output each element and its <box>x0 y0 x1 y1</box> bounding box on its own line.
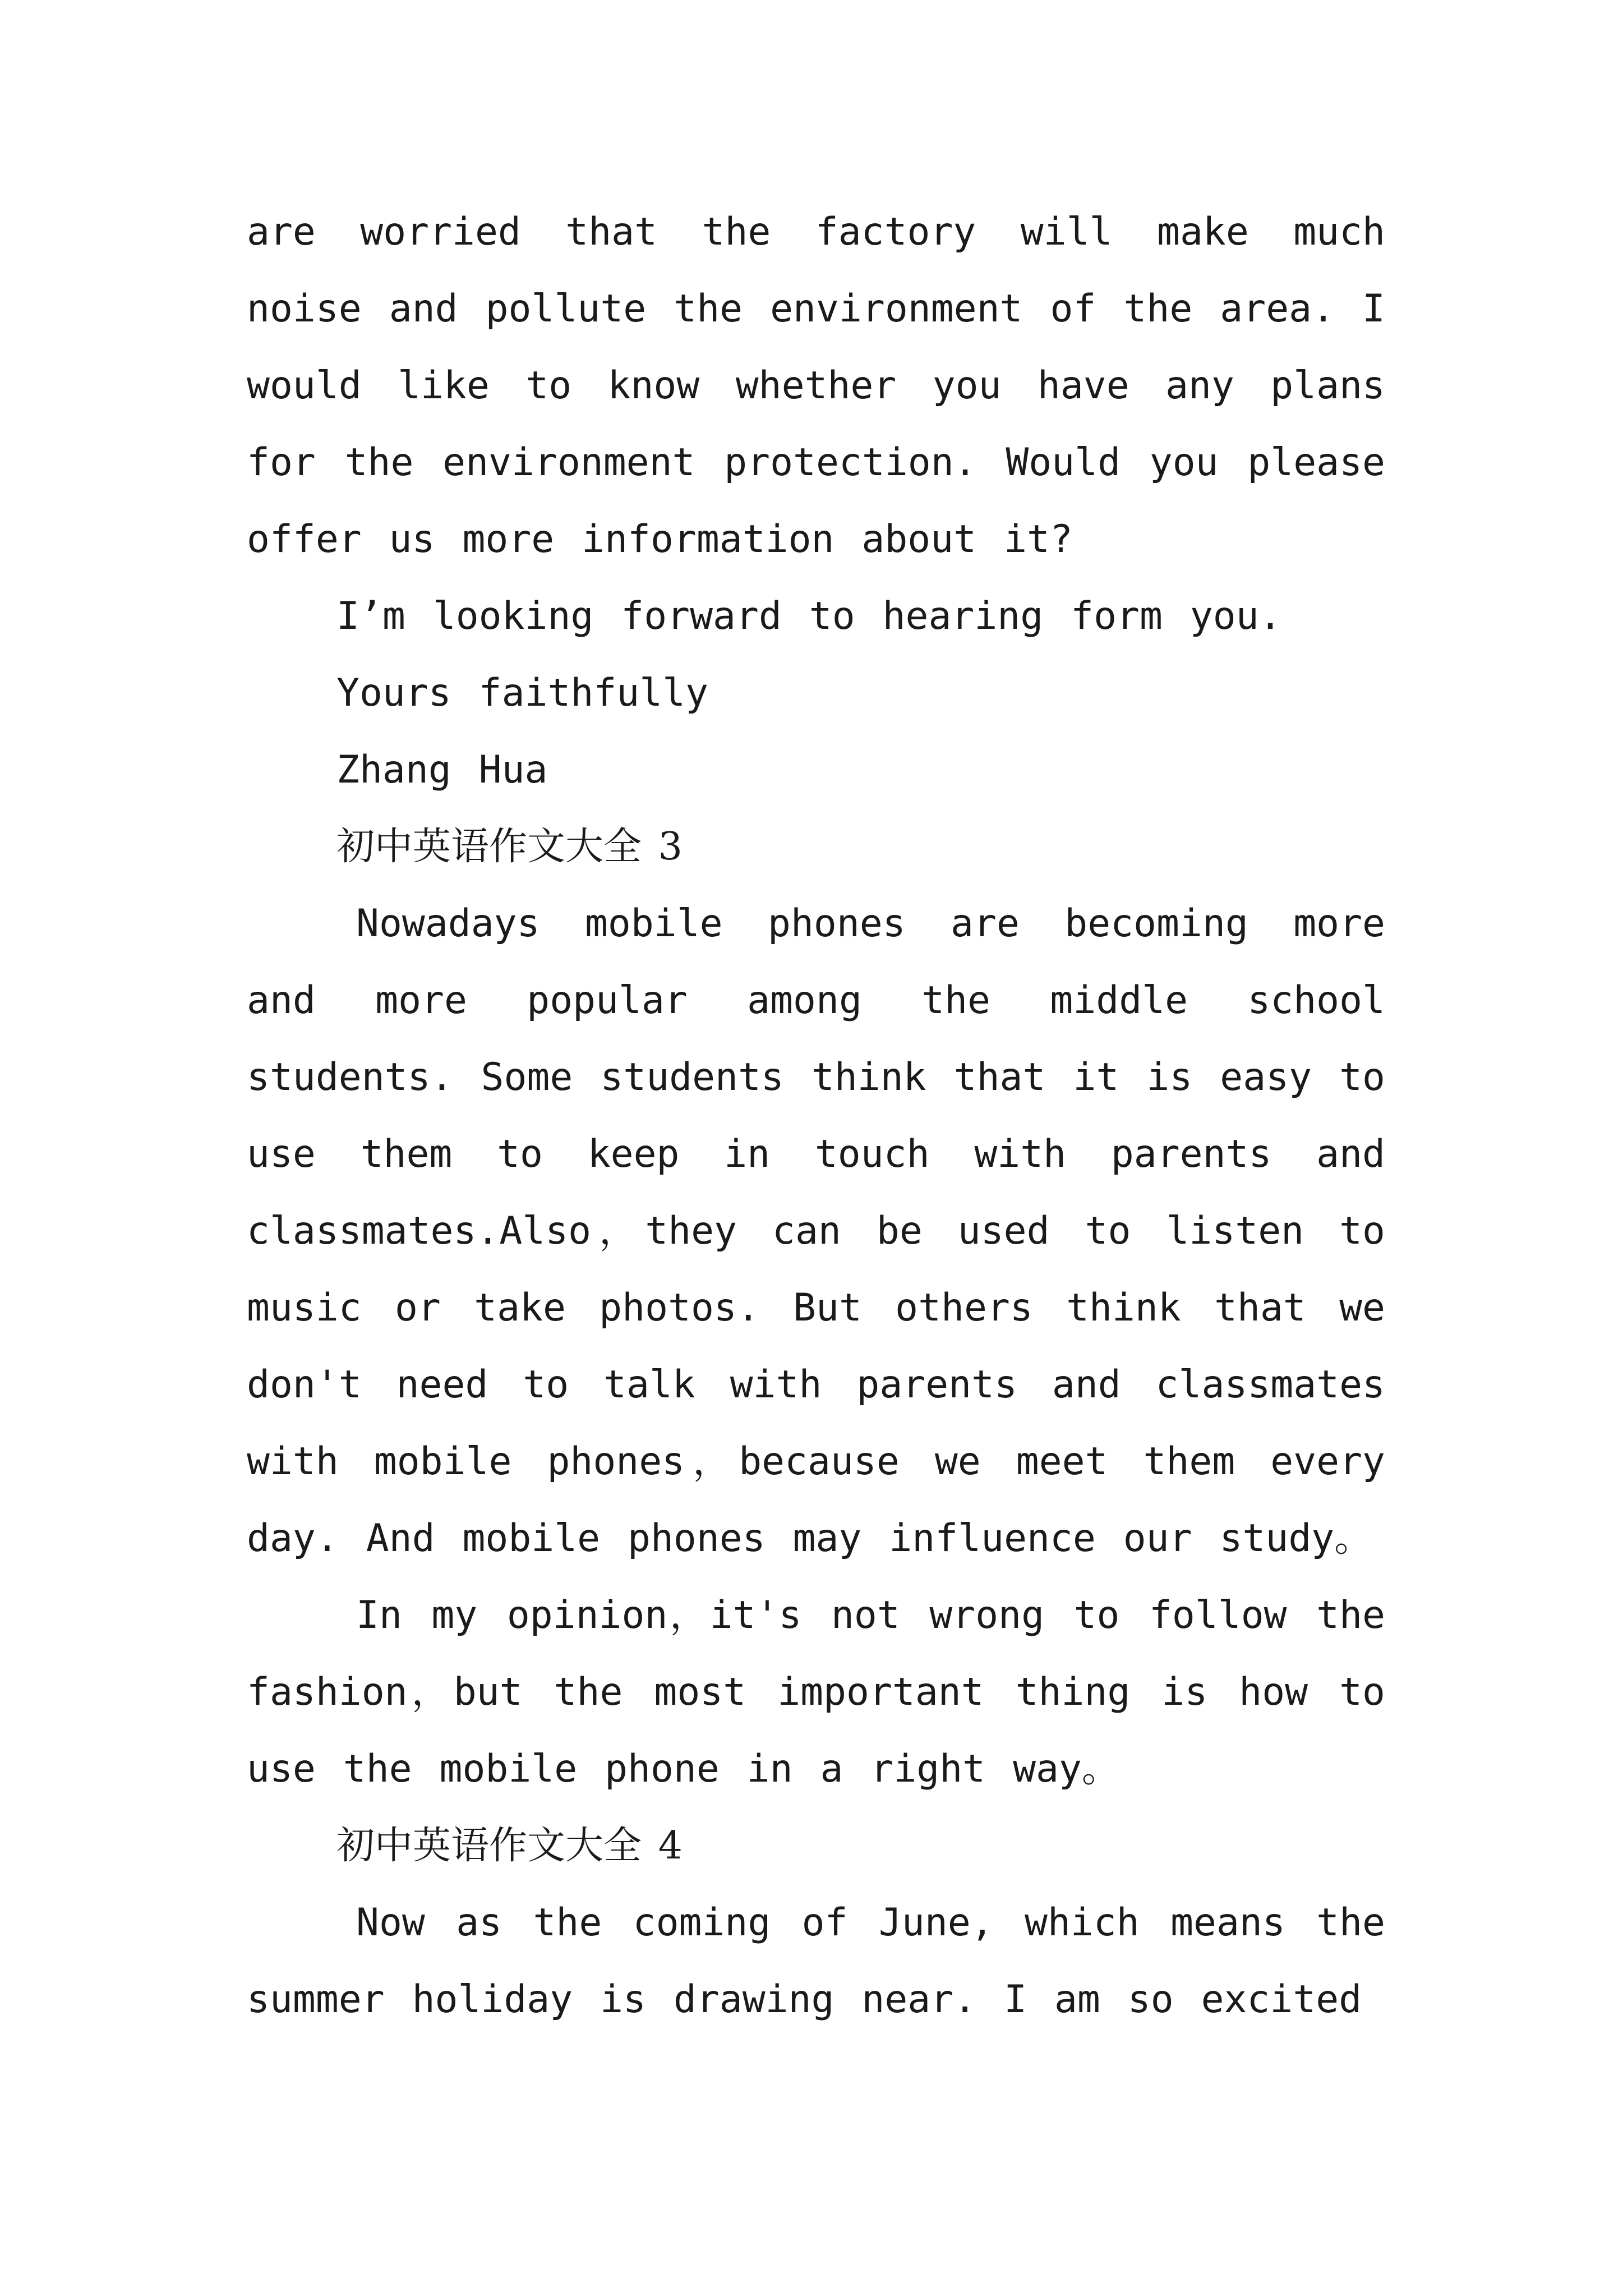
letter-paragraph: are worried that the factory will make much noise and pollute the environment of the area. I would like to know whether you have any plans for the environment protection. Would you please offer us more information about it? <box>247 210 1385 562</box>
document-body <box>247 194 1385 2038</box>
letter-closing-line: I’m looking forward to hearing form you. <box>336 594 1282 638</box>
letter-signature: Zhang Hua <box>336 748 548 792</box>
letter-sign-off: Yours faithfully <box>336 671 709 715</box>
section-heading-3: 初中英语作文大全 3 <box>336 825 683 869</box>
essay4-paragraph-1: Now as the coming of June, which means the summer holiday is drawing near. I am so excited <box>247 1901 1385 2022</box>
section-heading-4: 初中英语作文大全 4 <box>336 1824 683 1868</box>
essay3-paragraph-1: Nowadays mobile phones are becoming more and more popular among the middle school students. Some students think that it is easy to use them to keep in touch with parents and classmates.Also，they can be used to listen to music or take photos. But others think that we don't need to talk with parents and classmates with mobile phones，because we meet them every day. And mobile phones may influence our study。 <box>247 901 1385 1561</box>
essay3-paragraph-2: In my opinion，it's not wrong to follow the fashion，but the most important thing is how to use the mobile phone in a right way。 <box>247 1593 1385 1791</box>
